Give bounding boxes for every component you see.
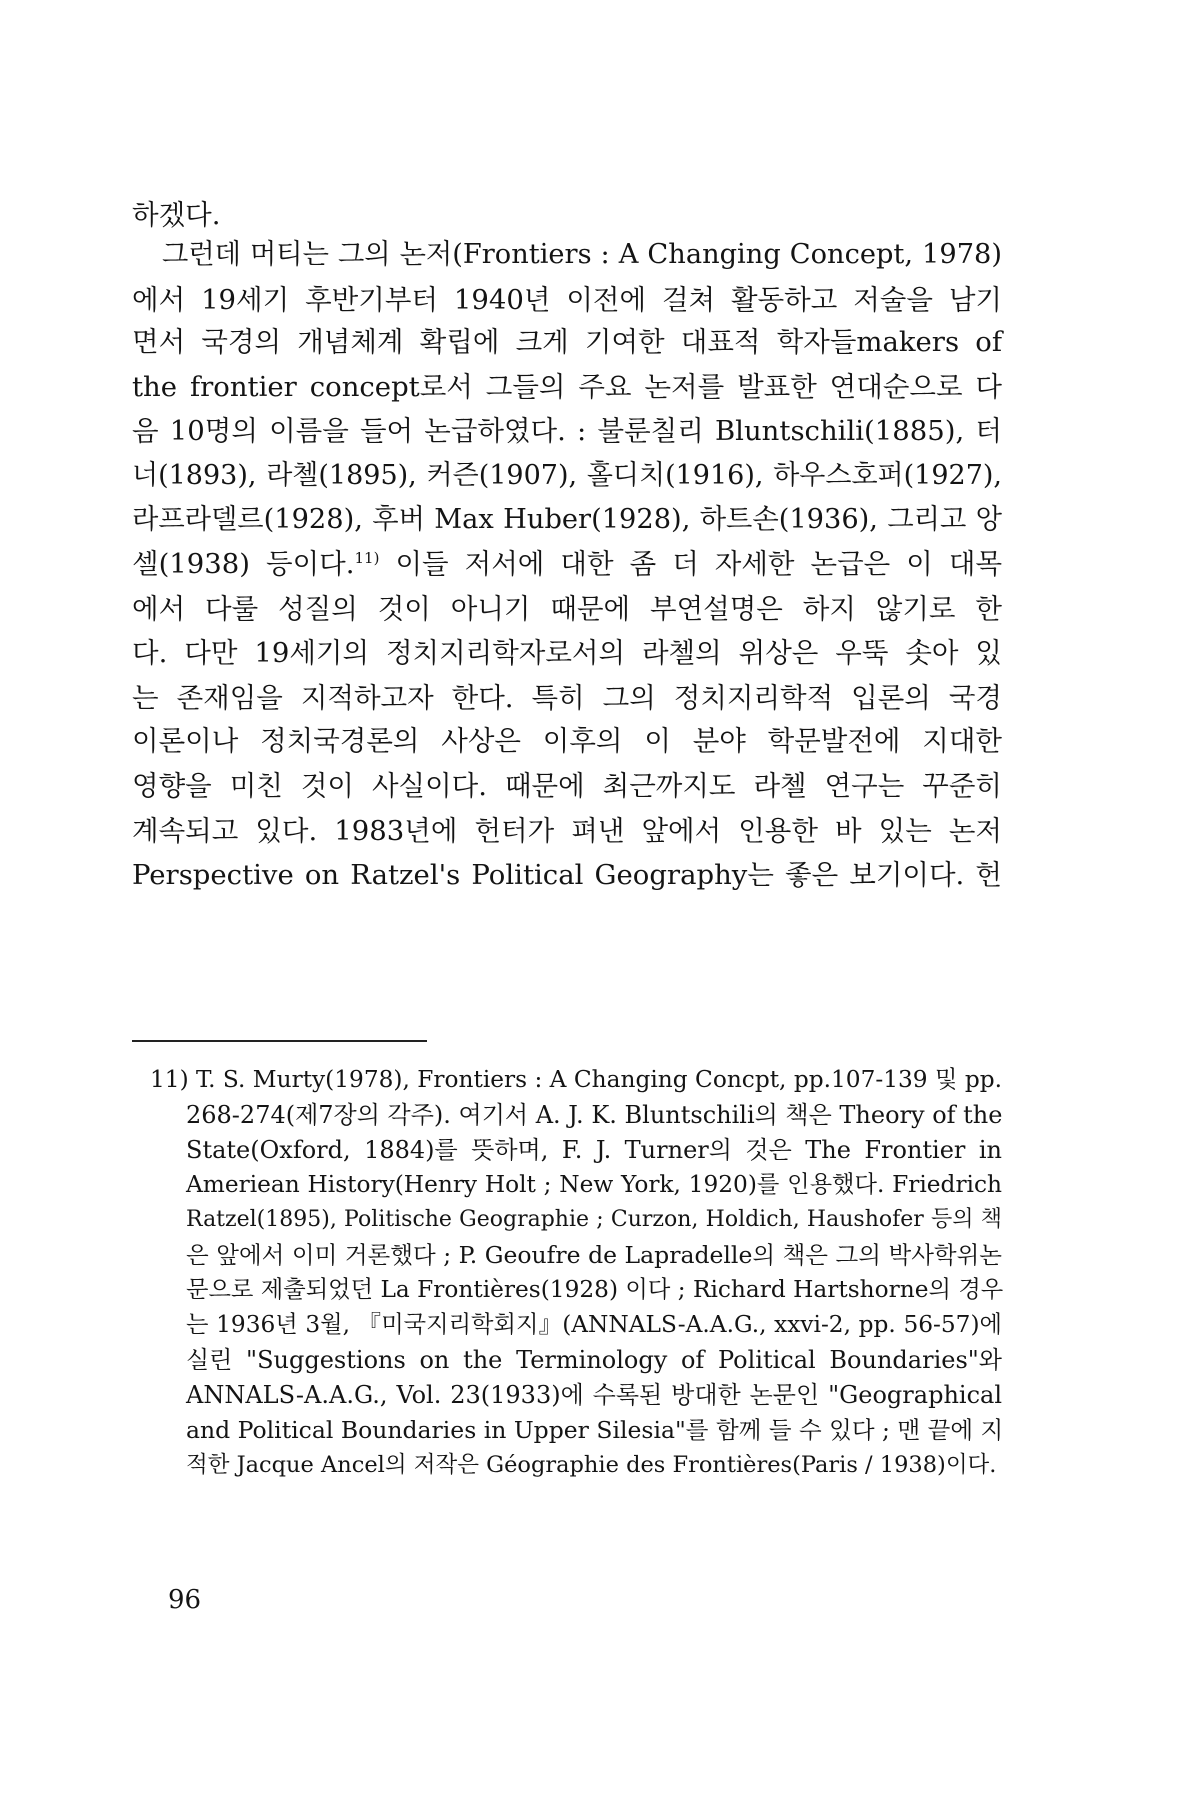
body-line-9: [132, 544, 1002, 584]
body-line-2: 그런데 머티는 그의 논저(Frontiers : A Changing Concept, 1978): [162, 239, 1002, 270]
footnote-line-1: 11) T. S. Murty(1978), Frontiers : A Changing Concpt, pp.107-139 및 pp.: [150, 1066, 1002, 1093]
body-line-9-start: 셀(1938) 등이다.: [132, 548, 355, 580]
footnote-divider: [132, 1040, 427, 1042]
footnote-reference: 11): [354, 549, 380, 567]
body-line-3: 에서 19세기 후반기부터 1940년 이전에 걸쳐 활동하고 저술을 남기: [132, 284, 1002, 316]
body-line-8: 라프라델르(1928), 후버 Max Huber(1928), 하트손(1936), 그리고 앙: [132, 504, 1002, 535]
body-line-6: 음 10명의 이름을 들어 논급하였다. : 불룬칠리 Bluntschili(1885), 터: [132, 415, 1002, 447]
footnote-line-7: 문으로 제출되었던 La Frontières(1928) 이다 ; Richard Hartshorne의 경우: [186, 1276, 1004, 1303]
body-line-12: 는 존재임을 지적하고자 한다. 특히 그의 정치지리학적 입론의 국경: [132, 682, 1002, 714]
footnote-line-5: Ratzel(1895), Politische Geographie ; Curzon, Holdich, Haushofer 등의 책: [186, 1207, 1002, 1232]
body-line-1: 하겠다.: [132, 199, 221, 231]
footnote-line-8: 는 1936년 3월, 『미국지리학회지』(ANNALS-A.A.G., xxvi-2, pp. 56-57)에: [186, 1311, 1002, 1338]
body-line-13: 이론이나 정치국경론의 사상은 이후의 이 분야 학문발전에 지대한: [132, 725, 1002, 757]
body-line-16: Perspective on Ratzel's Political Geography는 좋은 보기이다. 헌: [132, 859, 1002, 891]
body-line-10: 에서 다룰 성질의 것이 아니기 때문에 부연설명은 하지 않기로 한: [132, 593, 1002, 625]
footnote-line-4: Amerieаn History(Henry Holt ; New York, 1920)를 인용했다. Friedrich: [186, 1171, 1002, 1198]
footnote-line-10: ANNALS-A.A.G., Vol. 23(1933)에 수록된 방대한 논문인 "Geographical: [186, 1381, 1002, 1409]
footnote-line-11: and Political Boundaries in Upper Silesia"를 함께 들 수 있다 ; 맨 끝에 지: [186, 1416, 1004, 1444]
body-line-15: 계속되고 있다. 1983년에 헌터가 펴낸 앞에서 인용한 바 있는 논저: [132, 815, 1002, 847]
body-line-4: 면서 국경의 개념체계 확립에 크게 기여한 대표적 학자들makers of: [132, 326, 1002, 358]
footnote-line-2: 268-274(제7장의 각주). 여기서 A. J. K. Bluntschili의 책은 Theory of the: [186, 1101, 1003, 1129]
body-line-9-end: 이들 저서에 대한 좀 더 자세한 논급은 이 대목: [379, 548, 1003, 580]
page-number: 96: [168, 1585, 202, 1615]
footnote-line-6: 은 앞에서 이미 거론했다 ; P. Geoufre de Lapradelle의 책은 그의 박사학위논: [186, 1241, 1002, 1269]
body-line-14: 영향을 미친 것이 사실이다. 때문에 최근까지도 라첼 연구는 꾸준히: [132, 770, 1002, 802]
body-line-7: 너(1893), 라첼(1895), 커즌(1907), 홀디치(1916), 하우스호퍼(1927),: [132, 460, 1002, 491]
body-line-5: the frontier concept로서 그들의 주요 논저를 발표한 연대순으로 다: [132, 371, 1002, 403]
footnote-line-3: State(Oxford, 1884)를 뜻하며, F. J. Turner의 것은 The Frontier in: [186, 1136, 1002, 1164]
footnote-line-9: 실린 "Suggestions on the Terminology of Political Boundaries"와: [186, 1346, 1002, 1374]
body-line-11: 다. 다만 19세기의 정치지리학자로서의 라첼의 위상은 우뚝 솟아 있: [132, 637, 1002, 669]
footnote-line-12: 적한 Jacque Ancel의 저작은 Géographie des Frontières(Paris / 1938)이다.: [186, 1452, 997, 1478]
